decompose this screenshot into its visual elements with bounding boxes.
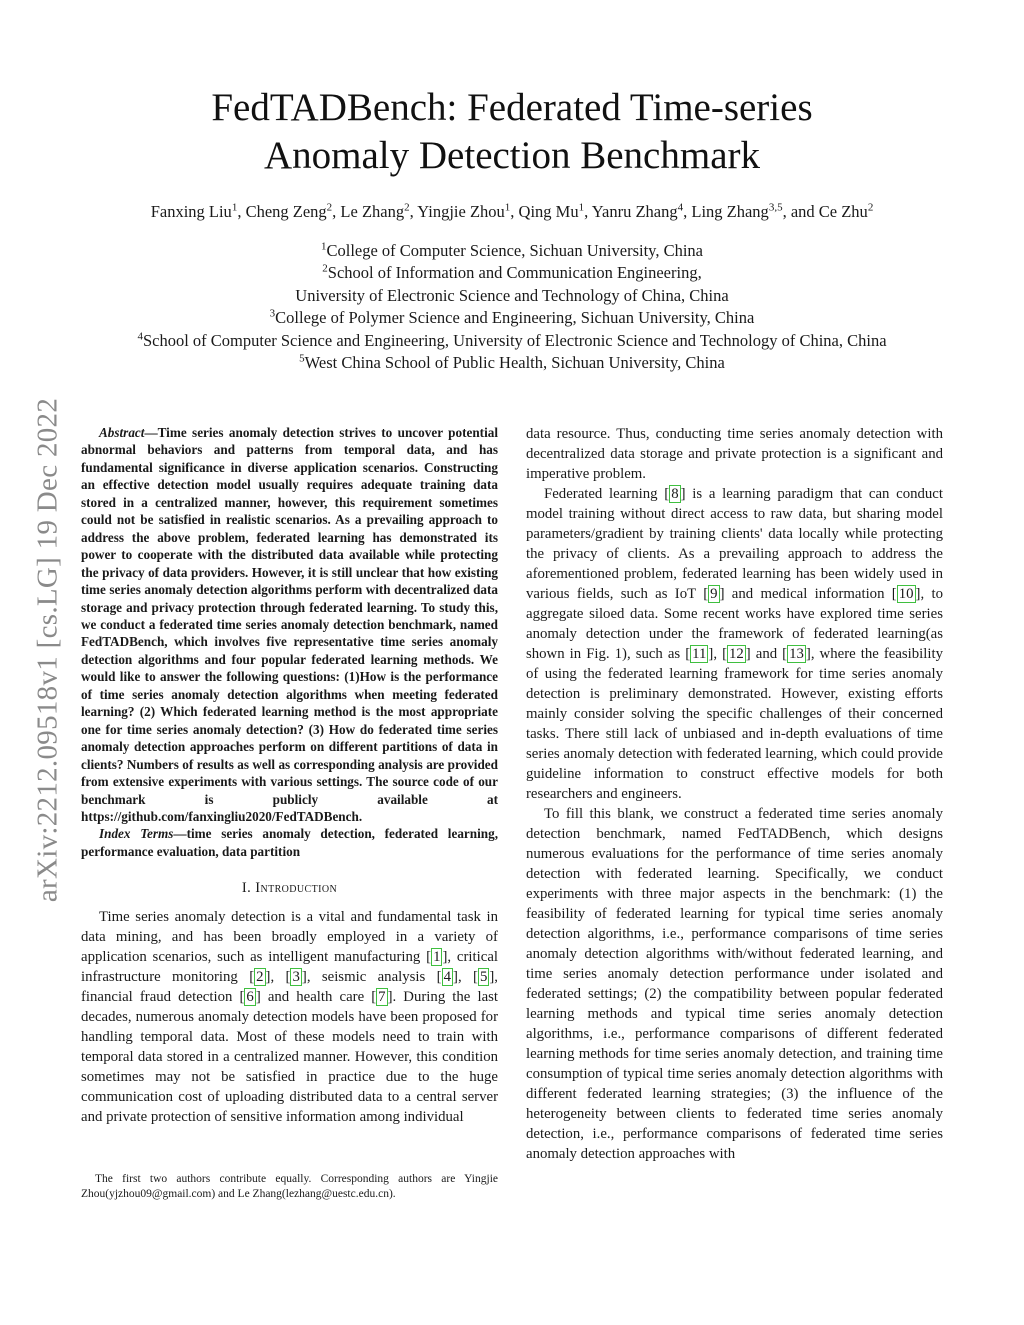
affiliation-text: School of Computer Science and Engineering, University of Electronic Science and Technology of China, China [142,330,887,350]
citation-link[interactable]: 6 [246,989,254,1006]
abstract: Abstract—Time series anomaly detection strives to uncover potential abnormal behaviors and patterns from temporal data, and has fundamental significance in diverse application scenarios. Constructing an effective detection model usually requires adequate training data stored in a centralized manner, however, this requirement sometimes could not be satisfied in realistic scenarios. As a prevailing approach to address the above problem, federated learning has demonstrated its power to cooperate with the distributed data available while protecting the privacy of data providers. However, it is still unclear that how existing time series anomaly detection algorithms perform with decentralized data storage and privacy protection through federated learning. To study this, we conduct a federated time series anomaly detection benchmark, named FedTADBench, which involves five representative time series anomaly detection algorithms and four popular federated learning methods. We would like to answer the following questions: (1)How is the performance of time series anomaly detection algorithms when meeting federated learning? (2) Which federated learning method is the most appropriate one for time series anomaly detection? (3) How do federated time series anomaly detection approaches perform on different partitions of data in clients? Numbers of results as well as corresponding analysis are provided from extensive experiments with various settings. The source code of our benchmark is publicly available at https://github.com/fanxingliu2020/FedTADBench. [81,425,498,824]
citation-link[interactable]: 9 [710,586,718,602]
right-column [526,424,943,1164]
abstract-label: Abstract [99,425,145,440]
title-line-2: Anomaly Detection Benchmark [263,134,760,177]
author-affiliation-mark: 1 [504,201,511,214]
affiliation-line [40,307,984,329]
affiliation-line [40,285,984,307]
text-run: , [457,969,473,986]
citation-link[interactable]: 12 [729,646,744,662]
affiliation-line [40,330,984,352]
author-name: Fanxing Liu [150,202,232,221]
section-title: Introduction [255,880,338,897]
text-run: , where the feasibility of using the federated learning framework for time series anomaly detection is preliminary demonstrated. However, existing efforts mainly consider solving the specific challenges of their concerned tasks. There still lack of unbiased and in-depth evaluations of time series anomaly detection with federated learning, which could provide guideline information to construct effective models for both researchers and engineers. [526,646,943,802]
affiliation-list [40,240,984,374]
author-affiliation-mark: 1 [578,201,585,214]
author-affiliation-mark: 2 [326,201,333,214]
title-line-1: FedTADBench: Federated Time-series [211,86,813,129]
author-list [60,200,964,224]
author-name: Ling Zhang [691,202,769,221]
citation-link[interactable]: 2 [256,969,264,986]
text-run: Time series anomaly detection is a vital and fundamental task in data mining, and has been broadly employed in a variety of application scenarios, such as intelligent manufacturing [81,909,498,966]
affiliation-line [40,262,984,284]
affiliation-line [40,352,984,374]
footnote: The first two authors contribute equally. Corresponding authors are Yingjie Zhou(yjzhou09@gmail.com) and Le Zhang(lezhang@uestc.edu.cn). [81,1173,498,1200]
citation-link[interactable]: 1 [433,949,441,966]
affiliation-text: University of Electronic Science and Technology of China, China [295,285,729,305]
text-run: , seismic analysis [306,969,437,986]
author-name: Ce Zhu [818,202,868,221]
affiliation-text: College of Polymer Science and Engineering, Sichuan University, China [275,308,755,328]
citation-link[interactable]: 7 [378,989,386,1006]
index-terms-label: Index Terms [99,826,174,842]
citation-link[interactable]: 3 [292,969,300,986]
author-name: Yanru Zhang [591,202,678,221]
author-affiliation-mark: 3,5 [768,201,783,214]
text-run: . During the last decades, numerous anomaly detection models have been proposed for handling temporal data. Most of these models need to train with temporal data stored in a centralized manner. However, this condition sometimes may not be satisfied in practice due to the huge communication cost of uploading distributed data to a central server and private protection of sensitive information among individual [81,989,499,1126]
citation-link[interactable]: 13 [789,646,804,662]
text-run: is a learning paradigm that can conduct model training without direct access to raw data, but sharing model parameters/gradient by training clients' data locally while protecting the privacy of clients. As a prevailing approach to address the aforementioned problem, federated learning has been widely used in various fields, such as IoT [526,486,943,602]
text-run: , [270,969,286,986]
affiliation-line [40,240,984,262]
section-number: I. [241,880,252,897]
text-run: and medical information [724,586,892,602]
text-run: and [750,646,783,662]
text-run: , critical infrastructure monitoring [81,949,498,986]
affiliation-mark: 2 [322,262,328,275]
section-heading [81,878,498,898]
affiliation-text: School of Information and Communication Engineering, [327,263,702,283]
text-run: and health care [260,989,372,1006]
affiliation-text: West China School of Public Health, Sichuan University, China [304,353,725,373]
author-separator: , [332,202,341,221]
paper-title [0,84,1024,180]
author-name: Yingjie Zhou [417,202,505,221]
text-run: , [713,646,723,662]
intro-paragraph-2: Federated learning [ 8 ] is a learning paradigm that can conduct model training without direct access to raw data, but sharing model parameters/gradient by training clients' data locally while protecting the privacy of clients. As a prevailing approach to address the aforementioned problem, federated learning has been widely used in various fields, such as IoT [ 9 ] and medical information [ 10 ], to aggregate siloed data. Some recent works have explored time series anomaly detection under the framework of federated learning(as shown in Fig. 1), such as [ 11 ], [ 12 ] and [ 13 ], where the feasibility of using the federated learning framework for time series anomaly detection is preliminary demonstrated. However, existing efforts mainly consider solving the specific challenges of their concerned tasks. There still lack of unbiased and in-depth evaluations of time series anomaly detection with federated learning, which could provide guideline information to construct effective models for both researchers and engineers. [526,486,943,802]
abstract-text: Time series anomaly detection strives to uncover potential abnormal behaviors and patterns from temporal data, and has fundamental significance in diverse application scenarios. Constructing an effective detection model usually requires adequate training data stored in a centralized manner, however, this requirement sometimes could not be satisfied in realistic scenarios. As a prevailing approach to address the above problem, federated learning has demonstrated its power to cooperate with the distributed data available while protecting the privacy of data providers. However, it is still unclear that how existing time series anomaly detection algorithms perform with decentralized data storage and privacy protection through federated learning. To study this, we conduct a federated time series anomaly detection benchmark, named FedTADBench, which involves five representative time series anomaly detection algorithms and four popular federated learning methods. We would like to answer the following questions: (1)How is the performance of time series anomaly detection algorithms when meeting federated learning? (2) Which federated learning method is the most appropriate one for time series anomaly detection? (3) How do federated time series anomaly detection approaches perform on different partitions of data in clients? Numbers of results as well as corresponding analysis are provided from extensive experiments with various settings. The source code of our benchmark is publicly available at https://github.com/fanxingliu2020/FedTADBench. [81,425,498,824]
author-separator: , [237,202,246,221]
author-separator: , and [782,202,819,221]
affiliation-mark: 4 [137,330,143,343]
intro-paragraph-1: Time series anomaly detection is a vital and fundamental task in data mining, and has been broadly employed in a variety of application scenarios, such as intelligent manufacturing [ 1 ], critical infrastructure monitoring [ 2 ], [ 3 ], seismic analysis [ 4 ], [ 5 ], financial fraud detection [ 6 ] and health care [ 7 ]. During the last decades, numerous anomaly detection models have been proposed for handling temporal data. Most of these models need to train with temporal data stored in a centralized manner. However, this condition sometimes may not be satisfied in practice due to the huge communication cost of uploading distributed data to a central server and private protection of sensitive information among individual [81,909,499,1126]
text-run: , to aggregate siloed data. Some recent works have explored time series anomaly detection under the framework of federated learning(as shown in Fig. 1), such as [526,586,943,662]
author-affiliation-mark: 1 [231,201,238,214]
author-affiliation-mark: 2 [867,201,874,214]
author-name: Cheng Zeng [245,202,327,221]
affiliation-mark: 5 [299,352,305,365]
author-name: Qing Mu [518,202,579,221]
author-affiliation-mark: 4 [677,201,684,214]
text-run: Federated learning [544,486,665,502]
citation-link[interactable]: 11 [692,646,707,662]
citation-link[interactable]: 5 [479,969,488,986]
affiliation-mark: 3 [269,307,276,320]
author-separator: , [510,202,519,221]
index-terms: Index Terms—time series anomaly detection, federated learning, performance evaluation, data partition [81,826,498,859]
intro-paragraph-continued: data resource. Thus, conducting time series anomaly detection with decentralized data storage and private protection is a significant and imperative problem. [526,426,943,482]
text-run: , financial fraud detection [81,969,498,1006]
intro-paragraph-3: To fill this blank, we construct a federated time series anomaly detection benchmark, named FedTADBench, which designs numerous evaluations for the performance of time series anomaly detection with federated learning. Specifically, we conduct experiments with three major aspects in the benchmark: (1) the feasibility of federated learning for typical time series anomaly detection algorithms, i.e., performance comparisons of time series anomaly detection algorithms with/without federated learning, and time series anomaly detection performance under isolated and federated settings; (2) the compatibility between popular federated learning methods and typical time series anomaly detection algorithms, i.e., performance comparisons of different federated learning methods for time series anomaly detection, and training time consumption of typical time series anomaly detection algorithms with different federated learning strategies; (3) the influence of the heterogeneity between clients to federated time series anomaly detection, i.e., performance comparisons of federated time series anomaly detection approaches with [526,806,943,1162]
author-affiliation-mark: 2 [404,201,410,214]
arxiv-stamp: arXiv:2212.09518v1 [cs.LG] 19 Dec 2022 [31,397,64,903]
author-separator: , [409,202,418,221]
citation-link[interactable]: 10 [898,586,914,602]
index-terms-text: time series anomaly detection, federated learning, performance evaluation, data partition [81,826,498,859]
left-column [81,424,498,1127]
affiliation-mark: 1 [320,240,327,253]
citation-link[interactable]: 4 [443,969,451,986]
author-separator: , [683,202,692,221]
affiliation-text: College of Computer Science, Sichuan University, China [326,241,704,260]
author-name: Le Zhang [340,202,405,221]
citation-link[interactable]: 8 [671,486,679,502]
author-separator: , [584,202,592,221]
